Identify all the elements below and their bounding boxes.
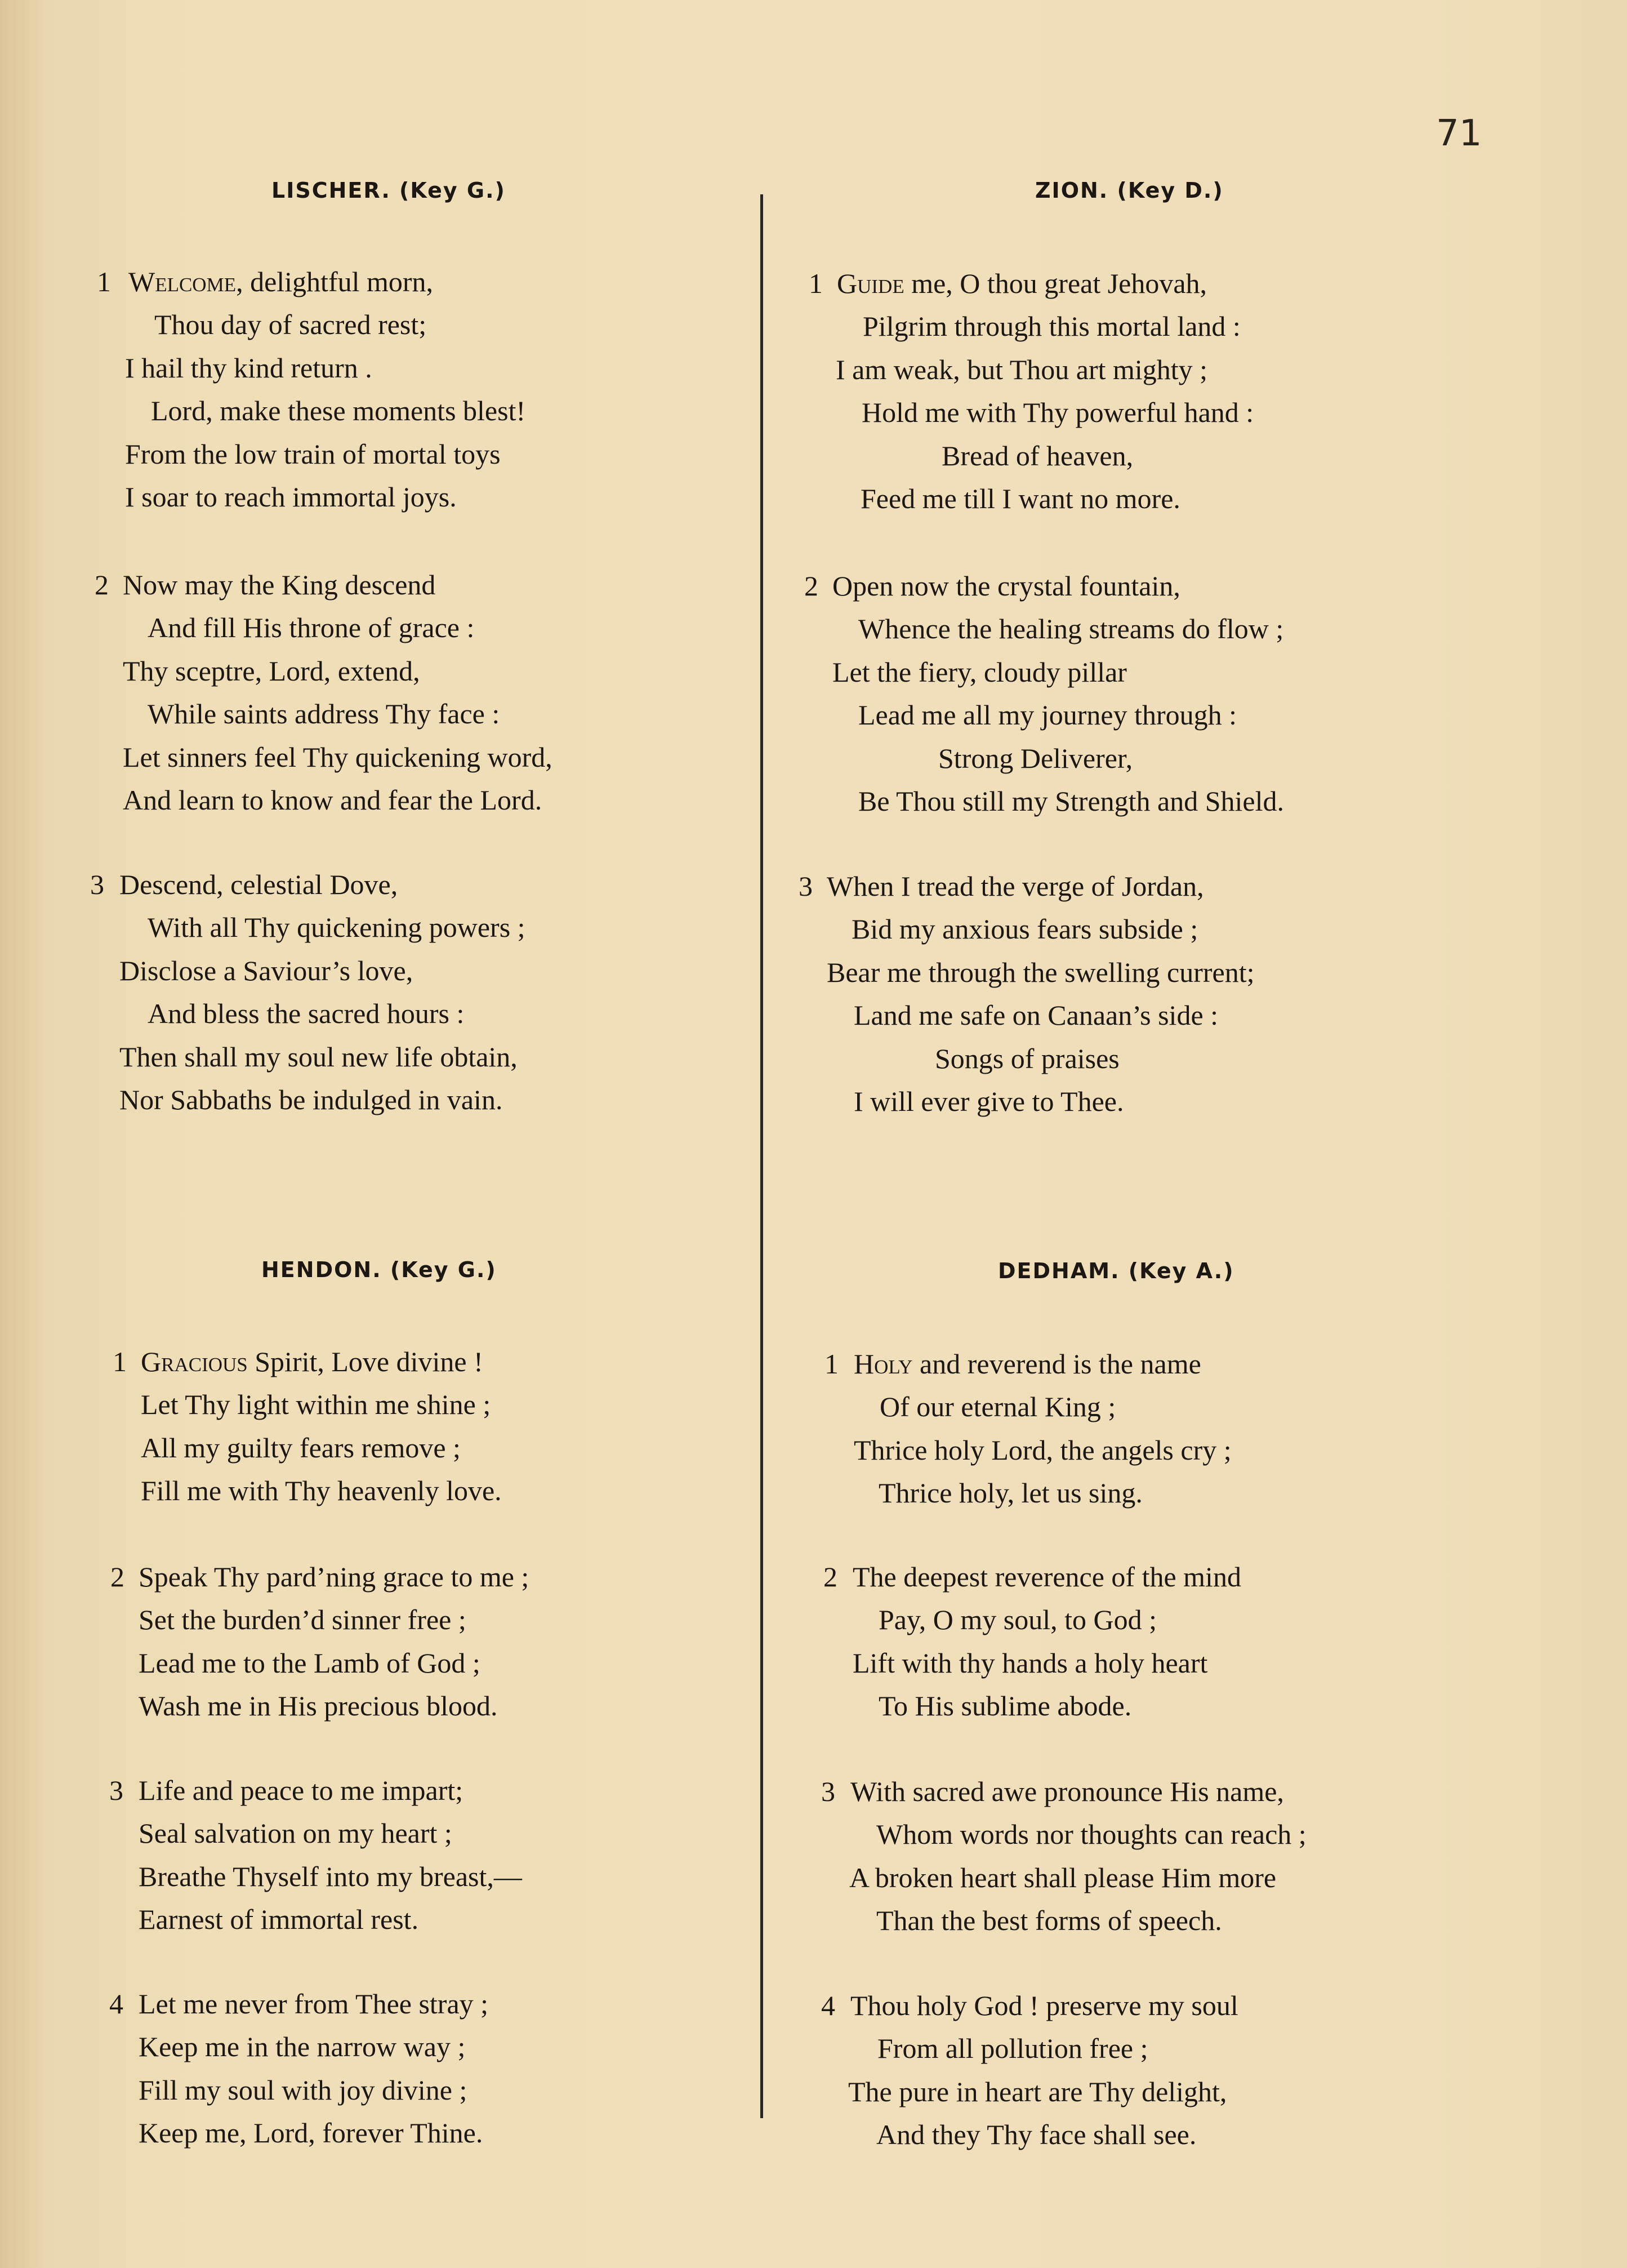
verse-number: 4 bbox=[109, 1988, 123, 2020]
verse-line: Keep me in the narrow way ; bbox=[139, 2031, 466, 2062]
first-line-rest: and reverend is the name bbox=[912, 1348, 1201, 1380]
verse-line: Fill my soul with joy divine ; bbox=[139, 2074, 467, 2106]
verse-number: 2 bbox=[110, 1561, 124, 1593]
first-line-rest: delightful morn, bbox=[243, 266, 434, 297]
first-line-rest: me, O thou great Jehovah, bbox=[904, 268, 1207, 299]
verse-first-line bbox=[128, 265, 433, 299]
verse-number: 1 bbox=[97, 266, 111, 297]
verse-first-line bbox=[141, 1345, 483, 1378]
verse-line: All my guilty fears remove ; bbox=[141, 1432, 461, 1464]
verse-line: Wash me in His precious blood. bbox=[139, 1690, 498, 1722]
verse-first-line: Open now the crystal fountain, bbox=[832, 570, 1180, 602]
verse-line: From the low train of mortal toys bbox=[125, 438, 501, 470]
verse-line: Then shall my soul new life obtain, bbox=[119, 1041, 518, 1073]
verse-line: Fill me with Thy heavenly love. bbox=[141, 1475, 502, 1506]
verse-line: Bid my anxious fears subside ; bbox=[852, 913, 1198, 945]
verse-line: While saints address Thy face : bbox=[148, 698, 500, 730]
verse-line: From all pollution free ; bbox=[877, 2033, 1148, 2064]
verse-number: 2 bbox=[823, 1561, 837, 1593]
verse-line: Keep me, Lord, forever Thine. bbox=[139, 2117, 483, 2149]
verse-number: 3 bbox=[821, 1776, 835, 1807]
verse-line: And they Thy face shall see. bbox=[876, 2119, 1197, 2150]
tune-title: LISCHER. (Key G.) bbox=[271, 178, 506, 203]
first-word: Gracious bbox=[141, 1346, 248, 1377]
tune-title: ZION. (Key D.) bbox=[1035, 178, 1224, 203]
verse-first-line: Life and peace to me impart; bbox=[139, 1775, 463, 1806]
verse-line: Thy sceptre, Lord, extend, bbox=[123, 655, 420, 687]
first-line-rest: Spirit, Love divine ! bbox=[247, 1346, 483, 1377]
verse-line: Disclose a Saviour’s love, bbox=[119, 955, 413, 986]
verse-line: Lead me to the Lamb of God ; bbox=[139, 1647, 480, 1679]
verse-line: Thou day of sacred rest; bbox=[154, 309, 427, 340]
verse-line: And bless the sacred hours : bbox=[148, 998, 465, 1029]
verse-line: I hail thy kind return . bbox=[125, 352, 372, 384]
verse-line: Earnest of immortal rest. bbox=[139, 1904, 419, 1935]
verse-line: Than the best forms of speech. bbox=[876, 1905, 1222, 1936]
verse-line: Whom words nor thoughts can reach ; bbox=[876, 1818, 1307, 1850]
verse-line: Land me safe on Canaan’s side : bbox=[854, 999, 1219, 1031]
verse-line: Songs of praises bbox=[935, 1043, 1120, 1074]
verse-line: A broken heart shall please Him more bbox=[849, 1862, 1277, 1893]
verse-line: I am weak, but Thou art mighty ; bbox=[836, 354, 1208, 385]
verse-line: Strong Deliverer, bbox=[938, 742, 1133, 774]
verse-first-line bbox=[837, 266, 1207, 300]
verse-line: Bread of heaven, bbox=[942, 440, 1134, 472]
verse-number: 1 bbox=[113, 1346, 127, 1377]
first-word: Welcome, bbox=[128, 266, 243, 297]
verse-line: I soar to reach immortal joys. bbox=[125, 481, 457, 513]
column-divider bbox=[760, 194, 763, 2118]
verse-line: Pay, O my soul, to God ; bbox=[879, 1604, 1157, 1635]
verse-line: Hold me with Thy powerful hand : bbox=[862, 397, 1254, 428]
verse-line: Of our eternal King ; bbox=[880, 1391, 1116, 1422]
verse-number: 3 bbox=[799, 870, 813, 902]
verse-line: Thrice holy Lord, the angels cry ; bbox=[854, 1434, 1232, 1466]
verse-line: Feed me till I want no more. bbox=[861, 483, 1180, 514]
verse-line: Bear me through the swelling current; bbox=[827, 957, 1255, 988]
verse-first-line: Thou holy God ! preserve my soul bbox=[850, 1990, 1238, 2021]
verse-line: Set the burden’d sinner free ; bbox=[139, 1604, 466, 1635]
page-number: 71 bbox=[1436, 113, 1482, 154]
verse-line: I will ever give to Thee. bbox=[854, 1086, 1124, 1117]
verse-first-line: With sacred awe pronounce His name, bbox=[850, 1776, 1284, 1807]
tune-title: DEDHAM. (Key A.) bbox=[998, 1258, 1234, 1283]
verse-line: Thrice holy, let us sing. bbox=[879, 1477, 1143, 1509]
verse-line: Let sinners feel Thy quickening word, bbox=[123, 741, 552, 773]
first-word: Holy bbox=[854, 1348, 913, 1380]
verse-line: Let the fiery, cloudy pillar bbox=[832, 656, 1127, 688]
verse-first-line: Descend, celestial Dove, bbox=[119, 869, 398, 900]
verse-line: Whence the healing streams do flow ; bbox=[858, 613, 1284, 644]
verse-first-line: Let me never from Thee stray ; bbox=[139, 1988, 489, 2020]
verse-line: With all Thy quickening powers ; bbox=[148, 911, 525, 943]
verse-number: 3 bbox=[90, 869, 104, 900]
verse-line: And fill His throne of grace : bbox=[148, 612, 475, 643]
verse-number: 2 bbox=[804, 570, 818, 602]
verse-first-line: The deepest reverence of the mind bbox=[853, 1561, 1241, 1593]
verse-line: Lord, make these moments blest! bbox=[151, 395, 526, 426]
verse-line: Let Thy light within me shine ; bbox=[141, 1389, 491, 1420]
first-word: Guide bbox=[837, 268, 904, 299]
verse-first-line: Speak Thy pard’ning grace to me ; bbox=[139, 1561, 529, 1593]
verse-number: 1 bbox=[824, 1348, 839, 1380]
verse-number: 1 bbox=[809, 268, 823, 299]
verse-line: And learn to know and fear the Lord. bbox=[123, 784, 542, 816]
verse-line: Pilgrim through this mortal land : bbox=[863, 310, 1241, 342]
verse-first-line: Now may the King descend bbox=[123, 569, 436, 601]
verse-first-line bbox=[854, 1347, 1201, 1381]
verse-line: To His sublime abode. bbox=[879, 1690, 1132, 1722]
verse-number: 4 bbox=[821, 1990, 835, 2021]
verse-line: Lift with thy hands a holy heart bbox=[853, 1647, 1208, 1679]
verse-line: Nor Sabbaths be indulged in vain. bbox=[119, 1084, 503, 1115]
verse-first-line: When I tread the verge of Jordan, bbox=[827, 870, 1204, 902]
verse-line: Breathe Thyself into my breast,— bbox=[139, 1861, 522, 1892]
verse-number: 2 bbox=[95, 569, 109, 601]
verse-line: Seal salvation on my heart ; bbox=[139, 1817, 452, 1849]
verse-line: The pure in heart are Thy delight, bbox=[848, 2076, 1227, 2107]
tune-title: HENDON. (Key G.) bbox=[261, 1257, 497, 1282]
verse-line: Be Thou still my Strength and Shield. bbox=[858, 785, 1285, 817]
verse-number: 3 bbox=[109, 1775, 123, 1806]
verse-line: Lead me all my journey through : bbox=[858, 699, 1237, 731]
